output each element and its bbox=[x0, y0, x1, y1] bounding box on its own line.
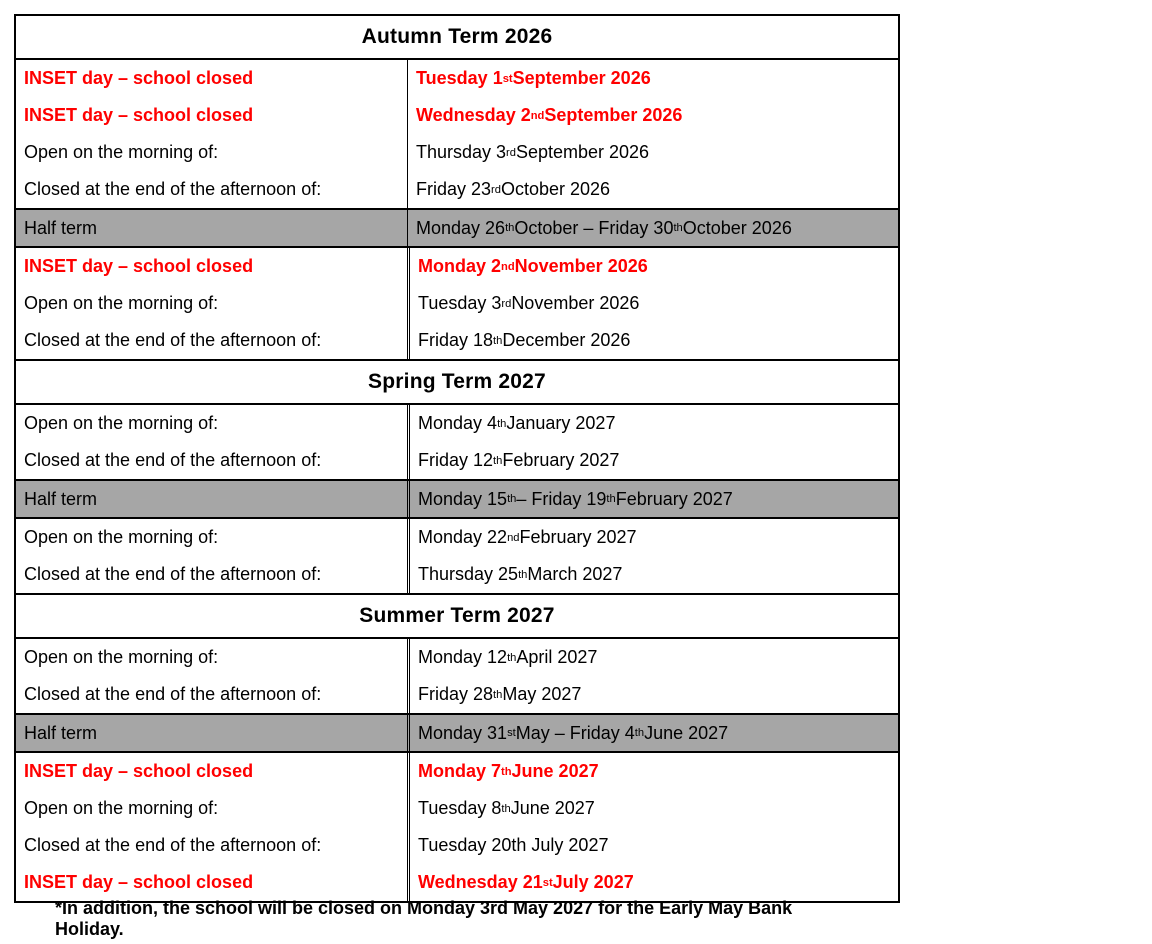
footnote-line-1: *In addition, the school will be closed on Monday 3rd May 2027 for the Early May Bank bbox=[55, 898, 793, 918]
event-label: Open on the morning of: bbox=[24, 527, 219, 547]
term-dates-table bbox=[14, 14, 900, 903]
event-date: Wednesday 2 nd September 2026 bbox=[407, 97, 898, 134]
event-label: INSET day – school closed bbox=[24, 105, 254, 125]
event-date: Tuesday 8 th June 2027 bbox=[407, 790, 898, 827]
event-label: INSET day – school closed bbox=[24, 68, 254, 88]
event-row bbox=[16, 285, 898, 322]
event-date: Monday 22 nd February 2027 bbox=[407, 519, 898, 556]
event-label: Closed at the end of the afternoon of: bbox=[24, 330, 322, 350]
event-date: Monday 2 nd November 2026 bbox=[407, 248, 898, 285]
footnote bbox=[55, 898, 885, 940]
event-row bbox=[16, 442, 898, 479]
inset-day-row bbox=[16, 248, 898, 285]
event-date: Monday 26 th October – Friday 30 th October 2026 bbox=[407, 210, 898, 246]
event-row bbox=[16, 519, 898, 556]
half-term-row bbox=[16, 479, 898, 519]
event-label: INSET day – school closed bbox=[24, 256, 254, 276]
event-label: Open on the morning of: bbox=[24, 293, 219, 313]
event-row bbox=[16, 790, 898, 827]
event-date: Tuesday 3 rd November 2026 bbox=[407, 285, 898, 322]
event-label: Open on the morning of: bbox=[24, 142, 219, 162]
event-date: Friday 18 th December 2026 bbox=[407, 322, 898, 359]
event-date: Tuesday 1 st September 2026 bbox=[407, 60, 898, 97]
inset-day-row bbox=[16, 753, 898, 790]
event-date: Monday 12 th April 2027 bbox=[407, 639, 898, 676]
event-row bbox=[16, 134, 898, 171]
half-term-row bbox=[16, 208, 898, 248]
event-row bbox=[16, 171, 898, 208]
event-date: Monday 7 th June 2027 bbox=[407, 753, 898, 790]
event-label: Closed at the end of the afternoon of: bbox=[24, 564, 322, 584]
section-title: Summer Term 2027 bbox=[16, 593, 898, 639]
event-row bbox=[16, 639, 898, 676]
footnote-line-2: Holiday. bbox=[55, 919, 124, 939]
event-label: Closed at the end of the afternoon of: bbox=[24, 179, 322, 199]
event-date: Monday 31 st May – Friday 4 th June 2027 bbox=[407, 715, 898, 751]
inset-day-row bbox=[16, 97, 898, 134]
event-date: Monday 15 th – Friday 19 th February 2027 bbox=[407, 481, 898, 517]
event-label: INSET day – school closed bbox=[24, 761, 254, 781]
event-label: Closed at the end of the afternoon of: bbox=[24, 835, 322, 855]
event-label: Open on the morning of: bbox=[24, 647, 219, 667]
event-row bbox=[16, 827, 898, 864]
event-date: Wednesday 21 st July 2027 bbox=[407, 864, 898, 901]
event-label: Half term bbox=[24, 488, 98, 509]
event-date: Friday 12 th February 2027 bbox=[407, 442, 898, 479]
event-date: Thursday 3 rd September 2026 bbox=[407, 134, 898, 171]
event-label: Closed at the end of the afternoon of: bbox=[24, 450, 322, 470]
event-date: Tuesday 20th July 2027 bbox=[407, 827, 898, 864]
event-row bbox=[16, 676, 898, 713]
event-label: Open on the morning of: bbox=[24, 798, 219, 818]
event-date: Friday 23 rd October 2026 bbox=[407, 171, 898, 208]
inset-day-row bbox=[16, 864, 898, 901]
event-label: Half term bbox=[24, 217, 98, 238]
event-label: Open on the morning of: bbox=[24, 413, 219, 433]
half-term-row bbox=[16, 713, 898, 753]
event-row bbox=[16, 322, 898, 359]
event-date: Thursday 25 th March 2027 bbox=[407, 556, 898, 593]
event-date: Monday 4 th January 2027 bbox=[407, 405, 898, 442]
event-label: INSET day – school closed bbox=[24, 872, 254, 892]
event-label: Closed at the end of the afternoon of: bbox=[24, 684, 322, 704]
section-title: Spring Term 2027 bbox=[16, 359, 898, 405]
section-title: Autumn Term 2026 bbox=[16, 16, 898, 60]
event-label: Half term bbox=[24, 722, 98, 743]
event-date: Friday 28 th May 2027 bbox=[407, 676, 898, 713]
inset-day-row bbox=[16, 60, 898, 97]
event-row bbox=[16, 556, 898, 593]
event-row bbox=[16, 405, 898, 442]
